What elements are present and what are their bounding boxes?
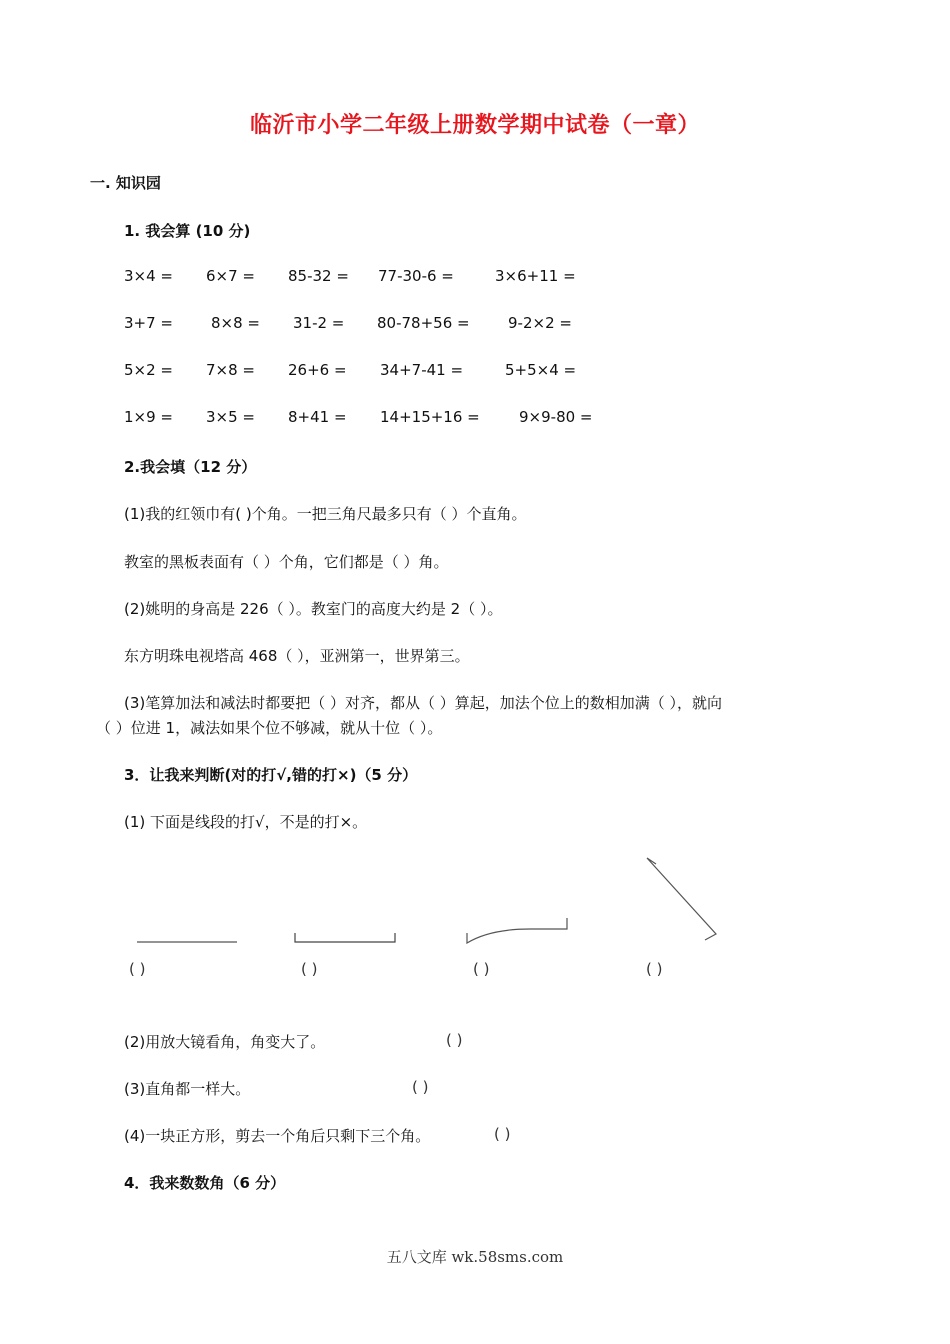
calc-item: 7×8 =: [206, 361, 255, 379]
judge-line: (2)用放大镜看角，角变大了。: [124, 1033, 326, 1051]
fill-line: 教室的黑板表面有（ ）个角，它们都是（ ）角。: [124, 553, 449, 571]
calc-item: 8×8 =: [211, 314, 260, 332]
calc-item: 3×4 =: [124, 267, 173, 285]
fill-line: 东方明珠电视塔高 468（ ），亚洲第一，世界第三。: [124, 647, 470, 665]
calc-item: 3×5 =: [206, 408, 255, 426]
calc-item: 9-2×2 =: [508, 314, 572, 332]
calc-item: 9×9-80 =: [519, 408, 593, 426]
fill-line: （ ）位进 1，减法如果个位不够减，就从十位（ ）。: [96, 719, 443, 737]
calc-item: 3+7 =: [124, 314, 173, 332]
fill-line: (2)姚明的身高是 226（ ）。教室门的高度大约是 2（ ）。: [124, 600, 503, 618]
page-title: 临沂市小学二年级上册数学期中试卷（一章）: [249, 113, 700, 138]
calc-item: 14+15+16 =: [380, 408, 480, 426]
fill-line: (1)我的红领巾有( )个角。一把三角尺最多只有（ ）个直角。: [124, 505, 527, 523]
judge-line: (4)一块正方形，剪去一个角后只剩下三个角。: [124, 1127, 431, 1145]
calc-item: 85-32 =: [288, 267, 349, 285]
fill-line: (3)笔算加法和减法时都要把（ ）对齐，都从（ ）算起，加法个位上的数相加满（ ），就向: [124, 694, 723, 712]
calc-item: 77-30-6 =: [378, 267, 454, 285]
calc-item: 5+5×4 =: [505, 361, 577, 379]
footer-watermark: 五八文库 wk.58sms.com: [386, 1248, 564, 1266]
section-heading: 一. 知识园: [90, 174, 161, 192]
calc-item: 31-2 =: [293, 314, 345, 332]
answer-paren: ( ): [412, 1078, 429, 1096]
answer-paren: ( ): [129, 960, 146, 978]
calc-item: 6×7 =: [206, 267, 255, 285]
figure-bracket-segment: [295, 933, 395, 942]
q4-heading: 4．我来数数角（6 分）: [124, 1174, 286, 1192]
q1-heading: 1. 我会算 (10 分): [124, 222, 251, 240]
answer-paren: ( ): [473, 960, 490, 978]
figure-slanted-segment: [647, 858, 716, 940]
calc-item: 26+6 =: [288, 361, 347, 379]
calc-item: 34+7-41 =: [380, 361, 464, 379]
judge-line: (3)直角都一样大。: [124, 1080, 251, 1098]
figure-curved-segment: [467, 918, 567, 943]
calc-item: 8+41 =: [288, 408, 347, 426]
answer-paren: ( ): [646, 960, 663, 978]
answer-paren: ( ): [446, 1031, 463, 1049]
answer-paren: ( ): [301, 960, 318, 978]
judge-line: (1) 下面是线段的打√，不是的打×。: [124, 813, 368, 831]
calc-item: 3×6+11 =: [495, 267, 576, 285]
calc-item: 5×2 =: [124, 361, 173, 379]
calc-item: 80-78+56 =: [377, 314, 470, 332]
q2-heading: 2.我会填（12 分）: [124, 458, 257, 476]
q3-heading: 3．让我来判断(对的打√,错的打×)（5 分）: [124, 766, 418, 784]
answer-paren: ( ): [494, 1125, 511, 1143]
calc-item: 1×9 =: [124, 408, 173, 426]
